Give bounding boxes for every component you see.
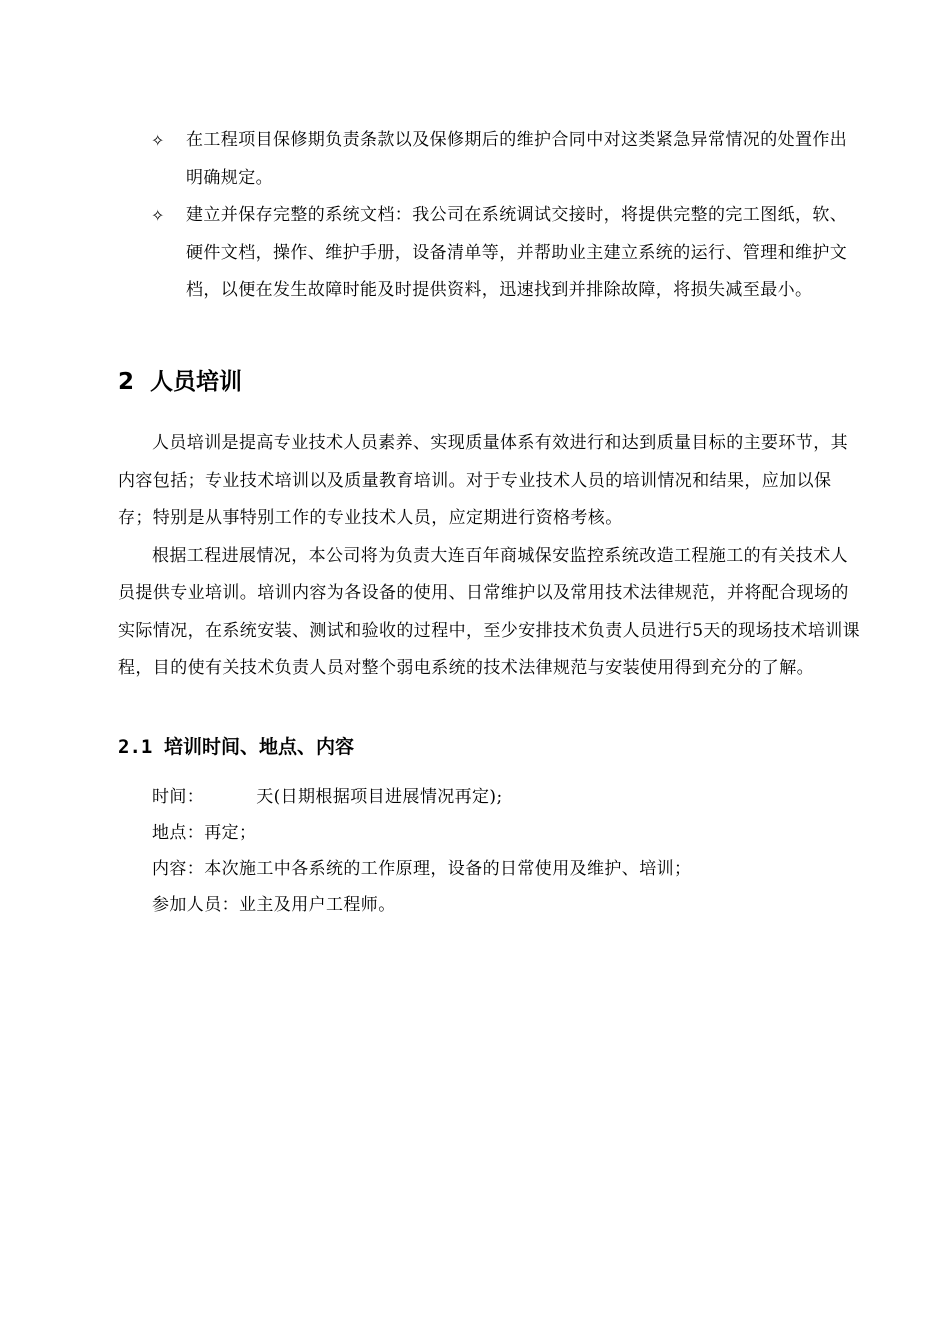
bullet-item	[118, 122, 863, 197]
section-title: 人员培训	[150, 369, 242, 395]
bullet-text: 建立并保存完整的系统文档：我公司在系统调试交接时，将提供完整的完工图纸，软、硬件文档，操作、维护手册，设备清单等，并帮助业主建立系统的运行、管理和维护文档，以便在发生故障时能及时提供资料，迅速找到并排除故障，将损失减至最小。	[186, 205, 848, 300]
training-details	[152, 779, 852, 923]
time-value: 天(日期根据项目进展情况再定);	[256, 787, 503, 807]
bullet-item	[118, 197, 863, 310]
section-number: 2	[118, 369, 135, 395]
time-line	[152, 779, 852, 815]
section-body	[118, 425, 860, 688]
time-label: 时间：	[152, 787, 205, 807]
bullet-text: 在工程项目保修期负责条款以及保修期后的维护合同中对这类紧急异常情况的处置作出明确规定。	[186, 130, 848, 188]
section-heading	[118, 362, 242, 402]
paragraph: 人员培训是提高专业技术人员素养、实现质量体系有效进行和达到质量目标的主要环节，其内容包括；专业技术培训以及质量教育培训。对于专业技术人员的培训情况和结果，应加以保存；特别是从事特别工作的专业技术人员，应定期进行资格考核。	[118, 433, 848, 528]
paragraph: 根据工程进展情况，本公司将为负责大连百年商城保安监控系统改造工程施工的有关技术人员提供专业培训。培训内容为各设备的使用、日常维护以及常用技术法律规范，并将配合现场的实际情况，在系统安装、测试和验收的过程中，至少安排技术负责人员进行5天的现场技术培训课程，目的使有关技术负责人员对整个弱电系统的技术法律规范与安装使用得到充分的了解。	[118, 545, 861, 678]
content-line: 内容：本次施工中各系统的工作原理，设备的日常使用及维护、培训；	[152, 859, 692, 879]
subsection-number: 2.1	[118, 736, 153, 758]
participants-line: 参加人员：业主及用户工程师。	[152, 895, 396, 915]
subsection-heading	[118, 730, 354, 764]
diamond-bullet-icon: ✧	[151, 206, 165, 225]
subsection-title: 培训时间、地点、内容	[164, 736, 355, 758]
diamond-bullet-icon: ✧	[151, 131, 165, 150]
place-line: 地点：再定；	[152, 823, 257, 843]
bullet-list	[118, 122, 863, 310]
